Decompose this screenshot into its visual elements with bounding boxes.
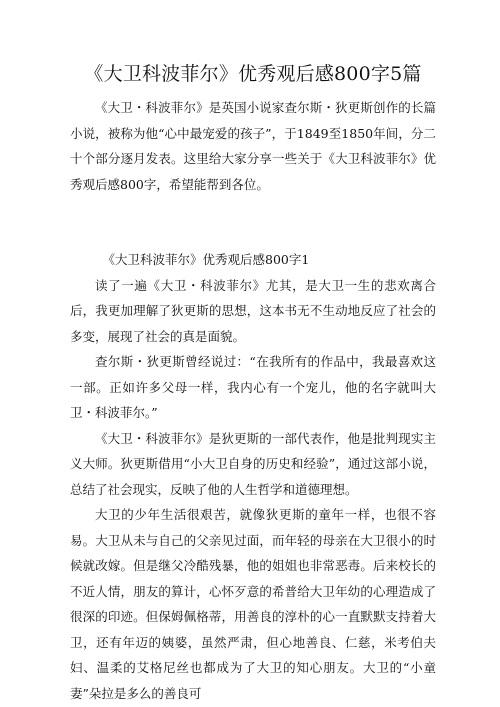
- body-paragraph-3: 《大卫・科波菲尔》是狄更斯的一部代表作，他是批判现实主义大师。狄更斯借用“小大卫自身的历史和经验”，通过这部小说，总结了社会现实，反映了他的人生哲学和道德理想。: [70, 430, 436, 497]
- body-paragraph-4: 大卫的少年生活很艰苦，就像狄更斯的童年一样，也很不容易。大卫从未与自己的父亲见过面，而年轻的母亲在大卫很小的时候就改嫁。但是继父冷酷残暴，他的姐姐也非常恶毒。后来校长的不近人情，朋友的算计，心怀歹意的希普给大卫年幼的心理造成了很深的印迹。但保姆佩格蒂，用善良的淳朴的心一直默默支持着大卫，还有年迈的姨婆，虽然严肃，但心地善良、仁慈，米考伯夫妇、温柔的艾格尼丝也都成为了大卫的知心朋友。大卫的“小童妻”朵拉是多么的善良可: [70, 507, 436, 701]
- section-title: 《大卫科波菲尔》优秀观后感800字1: [102, 252, 310, 267]
- intro-paragraph: 《大卫・科波菲尔》是英国小说家查尔斯・狄更斯创作的长篇小说，被称为他“心中最宠爱的孩子”，于1849至1850年间，分二十个部分逐月发表。这里给大家分享一些关于《大卫科波菲尔》优秀观后感800字，希望能帮到各位。: [70, 100, 436, 192]
- document-title: 《大卫科波菲尔》优秀观后感800字5篇: [84, 63, 422, 85]
- section-spacer: [70, 197, 436, 247]
- body-paragraph-1: 读了一遍《大卫・科波菲尔》尤其，是大卫一生的悲欢离合后，我更加理解了狄更斯的思想，这本书无不生动地反应了社会的多变，展现了社会的真是面貌。: [70, 277, 436, 344]
- body-paragraph-2: 查尔斯・狄更斯曾经说过：“在我所有的作品中，我最喜欢这一部。正如许多父母一样，我内心有一个宠儿，他的名字就叫大卫・科波菲尔。”: [70, 354, 436, 420]
